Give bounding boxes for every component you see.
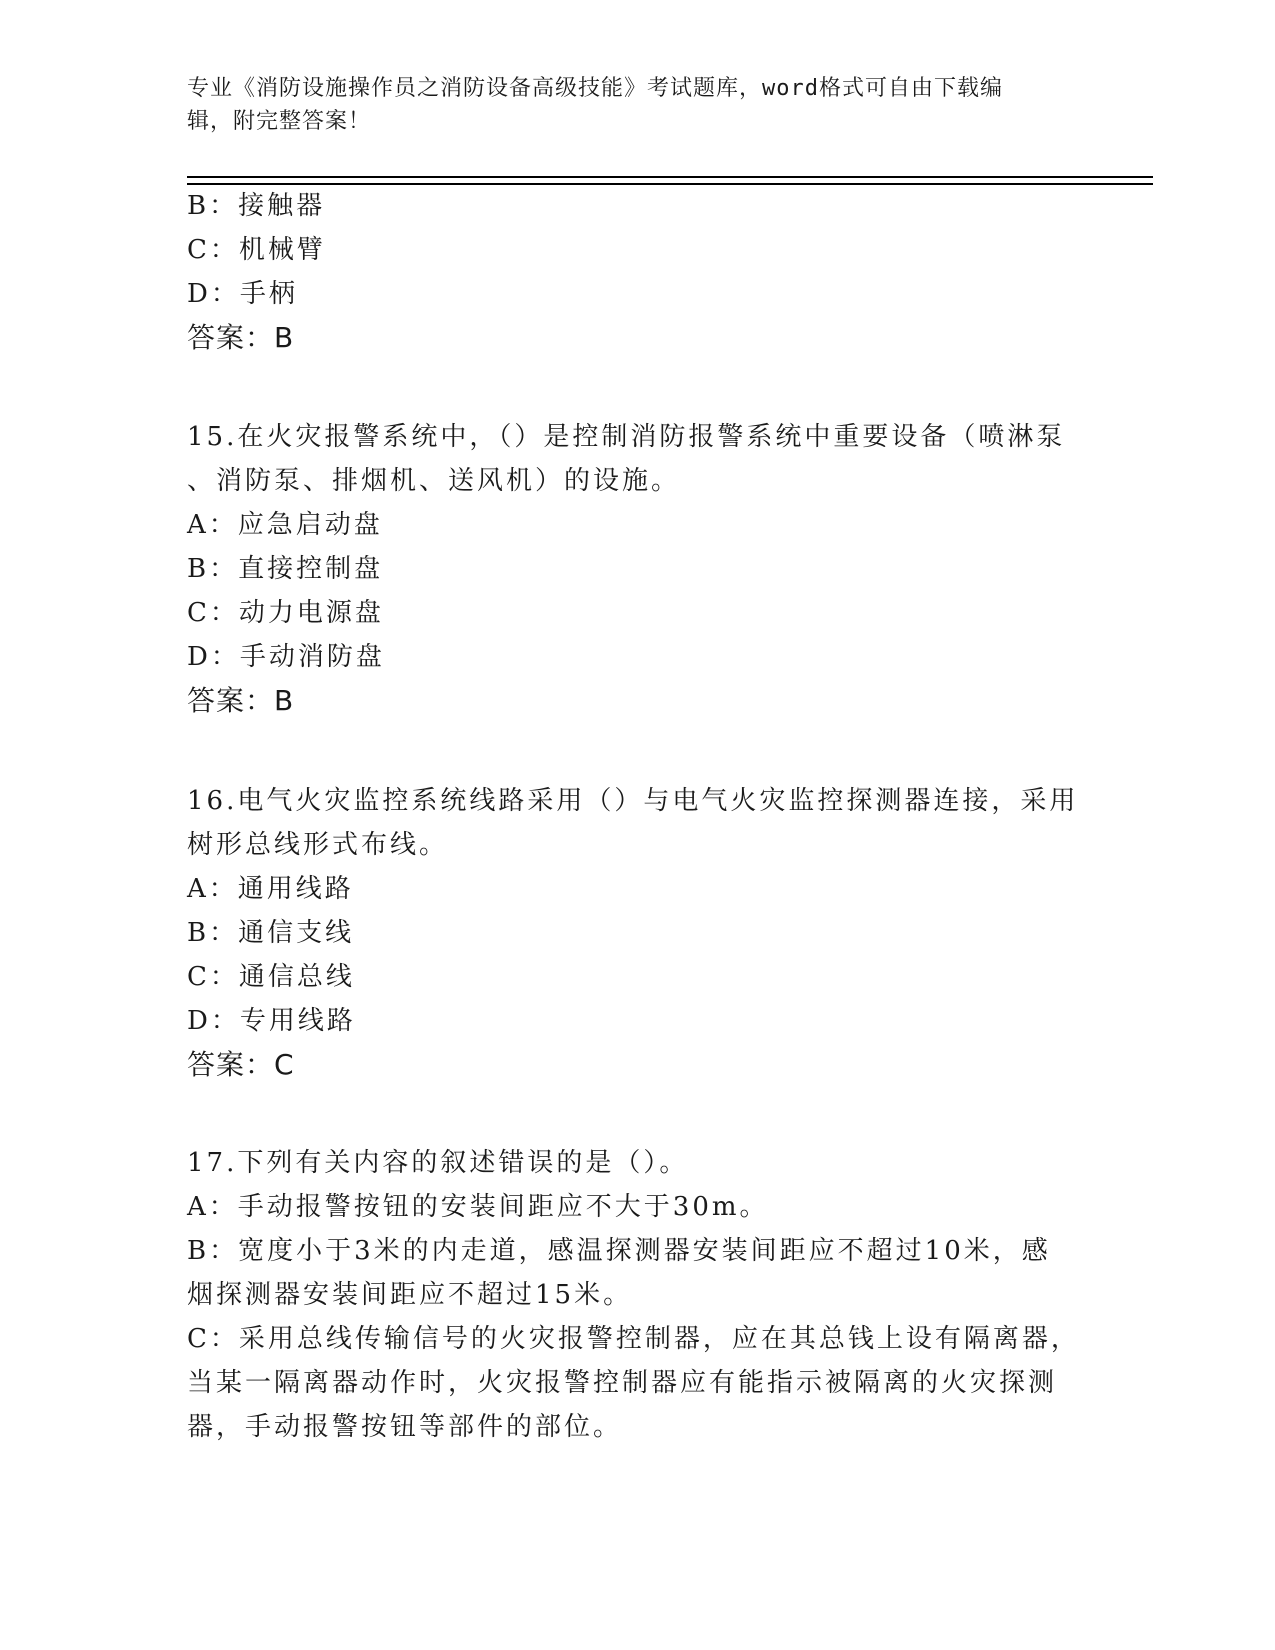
header-line-2: 辑，附完整答案！ <box>187 109 372 134</box>
q15-stem-line-1: 15.在火灾报警系统中，（）是控制消防报警系统中重要设备（喷淋泵 <box>187 422 1066 452</box>
q15-stem-line-2: 、消防泵、排烟机、送风机）的设施。 <box>187 466 681 496</box>
q17-stem: 17.下列有关内容的叙述错误的是（）。 <box>187 1148 689 1178</box>
q16-answer: 答案：C <box>187 1048 295 1081</box>
q14-option-d: D：手柄 <box>187 279 298 309</box>
q15-option-c: C：动力电源盘 <box>187 598 384 628</box>
header-line-1: 专业《消防设施操作员之消防设备高级技能》考试题库，word格式可自由下载编 <box>187 76 1003 101</box>
q16-option-a: A：通用线路 <box>187 874 354 904</box>
q17-option-c-line-1: C：采用总线传输信号的火灾报警控制器，应在其总钱上设有隔离器， <box>187 1324 1080 1354</box>
q16-option-d: D：专用线路 <box>187 1006 356 1036</box>
q15-option-a: A：应急启动盘 <box>187 510 383 540</box>
q16-option-c: C：通信总线 <box>187 962 355 992</box>
q15-option-b: B：直接控制盘 <box>187 554 384 584</box>
q17-option-b-line-1: B：宽度小于3米的内走道，感温探测器安装间距应不超过10米，感 <box>187 1236 1051 1266</box>
q17-option-a: A：手动报警按钮的安装间距应不大于30m。 <box>187 1192 769 1222</box>
q17-option-b-line-2: 烟探测器安装间距应不超过15米。 <box>187 1280 633 1310</box>
q14-answer: 答案：B <box>187 321 295 354</box>
header-divider-bottom <box>187 183 1153 185</box>
q15-answer: 答案：B <box>187 684 295 717</box>
q14-option-c: C：机械臂 <box>187 235 326 265</box>
q17-option-c-line-2: 当某一隔离器动作时，火灾报警控制器应有能指示被隔离的火灾探测 <box>187 1368 1058 1398</box>
q17-option-c-line-3: 器，手动报警按钮等部件的部位。 <box>187 1412 623 1442</box>
q16-option-b: B：通信支线 <box>187 918 355 948</box>
header-divider-top <box>187 176 1153 178</box>
q15-option-d: D：手动消防盘 <box>187 642 385 672</box>
q14-option-b: B：接触器 <box>187 191 326 221</box>
q16-stem-line-2: 树形总线形式布线。 <box>187 830 449 860</box>
q16-stem-line-1: 16.电气火灾监控系统线路采用（）与电气火灾监控探测器连接，采用 <box>187 786 1079 816</box>
document-header <box>187 72 1087 138</box>
